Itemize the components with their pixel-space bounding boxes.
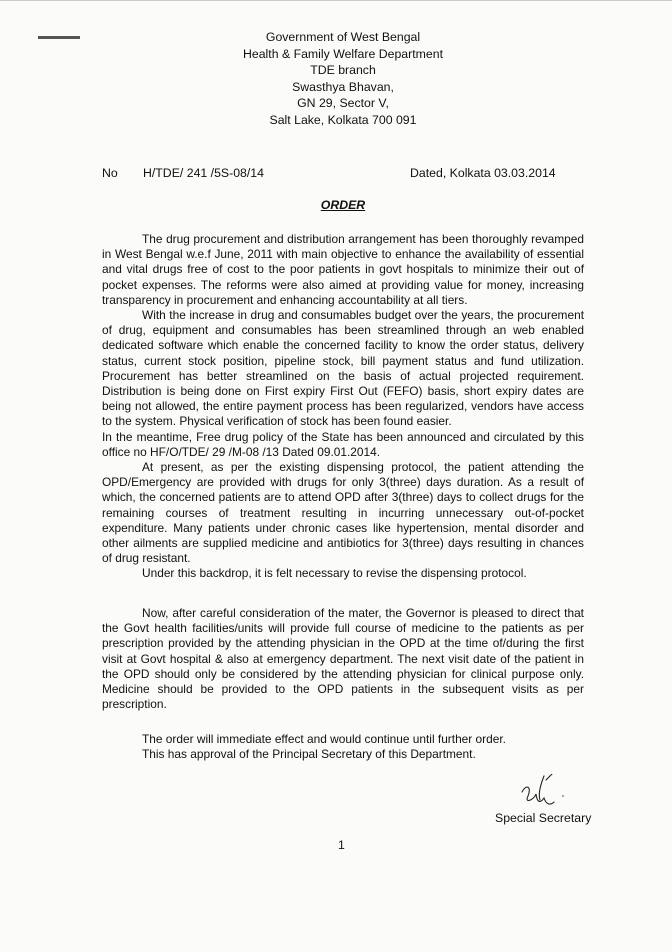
scan-edge-line xyxy=(0,0,672,1)
letterhead-government: Government of West Bengal xyxy=(265,30,421,44)
letterhead-branch: TDE branch xyxy=(310,63,376,77)
letterhead-building: Swasthya Bhavan, xyxy=(292,79,394,94)
paragraph-free-drug-policy: In the meantime, Free drug policy of the State has been announced and circulated by this office no HF/O/TDE/ 29 /M-08 /13 Dated 09.01.2014. xyxy=(102,429,584,459)
closing-effect: The order will immediate effect and would continue until further order. xyxy=(142,732,506,746)
closing-block xyxy=(142,732,506,762)
paragraph-procurement: With the increase in drug and consumables budget over the years, the procurement of drug, equipment and consumables has been streamlined through an web enabled dedicated software which enable the concerned facility to know the order status, delivery status, current stock position, pipeline stock, bill payment status and fund utilization. Procurement has better streamlined on the basis of actual projected requirement. Distribution is being done on First expiry First Out (FEFO) basis, short expiry dates are being not allowed, the entire payment process has been regularized, vendors have access to the system. Physical verification of stock has been found easier. xyxy=(102,308,584,429)
letterhead-city: Salt Lake, Kolkata 700 091 xyxy=(269,112,417,127)
reference-number: H/TDE/ 241 /5S-08/14 xyxy=(143,166,264,180)
reference-no-label: No xyxy=(102,166,118,180)
paragraph-reform: The drug procurement and distribution arrangement has been thoroughly revamped in West Bengal w.e.f June, 2011 with main objective to enhance the availability of essential and vital drugs free of cost to the poor patients in govt hospitals to minimize their out of pocket expenses. The reforms were also aimed at providing value for money, increasing transparency in procurement and enhancing accountability at all tiers. xyxy=(102,232,584,307)
paragraph-backdrop: Under this backdrop, it is felt necessary to revise the dispensing protocol. xyxy=(142,566,527,581)
letterhead-street: GN 29, Sector V, xyxy=(297,96,389,110)
paragraph-dispensing-protocol: At present, as per the existing dispensing protocol, the patient attending the OPD/Emergency are provided with drugs for only 3(three) days duration. As a result of which, the concerned patients are to attend OPD after 3(three) days to collect drugs for the remaining courses of treatment resulting in incurring unnecessary out-of-pocket expenditure. Many patients under chronic cases like hypertension, mental disorder and other ailments are supplied medicine and antibiotics for 3(three) days resulting in chances of drug resistant. xyxy=(102,460,584,566)
paragraph-governor-direction: Now, after careful consideration of the mater, the Governor is pleased to direct that the Govt health facilities/units will provide full course of medicine to the patients as per prescription provided by the attending physician in the OPD at the time of/during the first visit at Govt hospital & also at emergency department. The next visit date of the patient in the OPD should only be considered by the attending physician for clinical purpose only. Medicine should be provided to the OPD patients in the subsequent visits as per prescription. xyxy=(102,606,584,712)
reference-date: Dated, Kolkata 03.03.2014 xyxy=(410,166,556,180)
order-title: ORDER xyxy=(320,198,366,212)
letterhead xyxy=(190,29,496,128)
scan-artifact-mark xyxy=(38,36,80,39)
order-body xyxy=(102,232,584,582)
handwritten-signature xyxy=(510,774,570,814)
signatory-designation: Special Secretary xyxy=(495,811,592,825)
order-directive xyxy=(102,606,584,712)
closing-approval: This has approval of the Principal Secretary of this Department. xyxy=(142,747,476,762)
letterhead-department: Health & Family Welfare Department xyxy=(242,46,443,61)
page-number: 1 xyxy=(338,838,345,852)
